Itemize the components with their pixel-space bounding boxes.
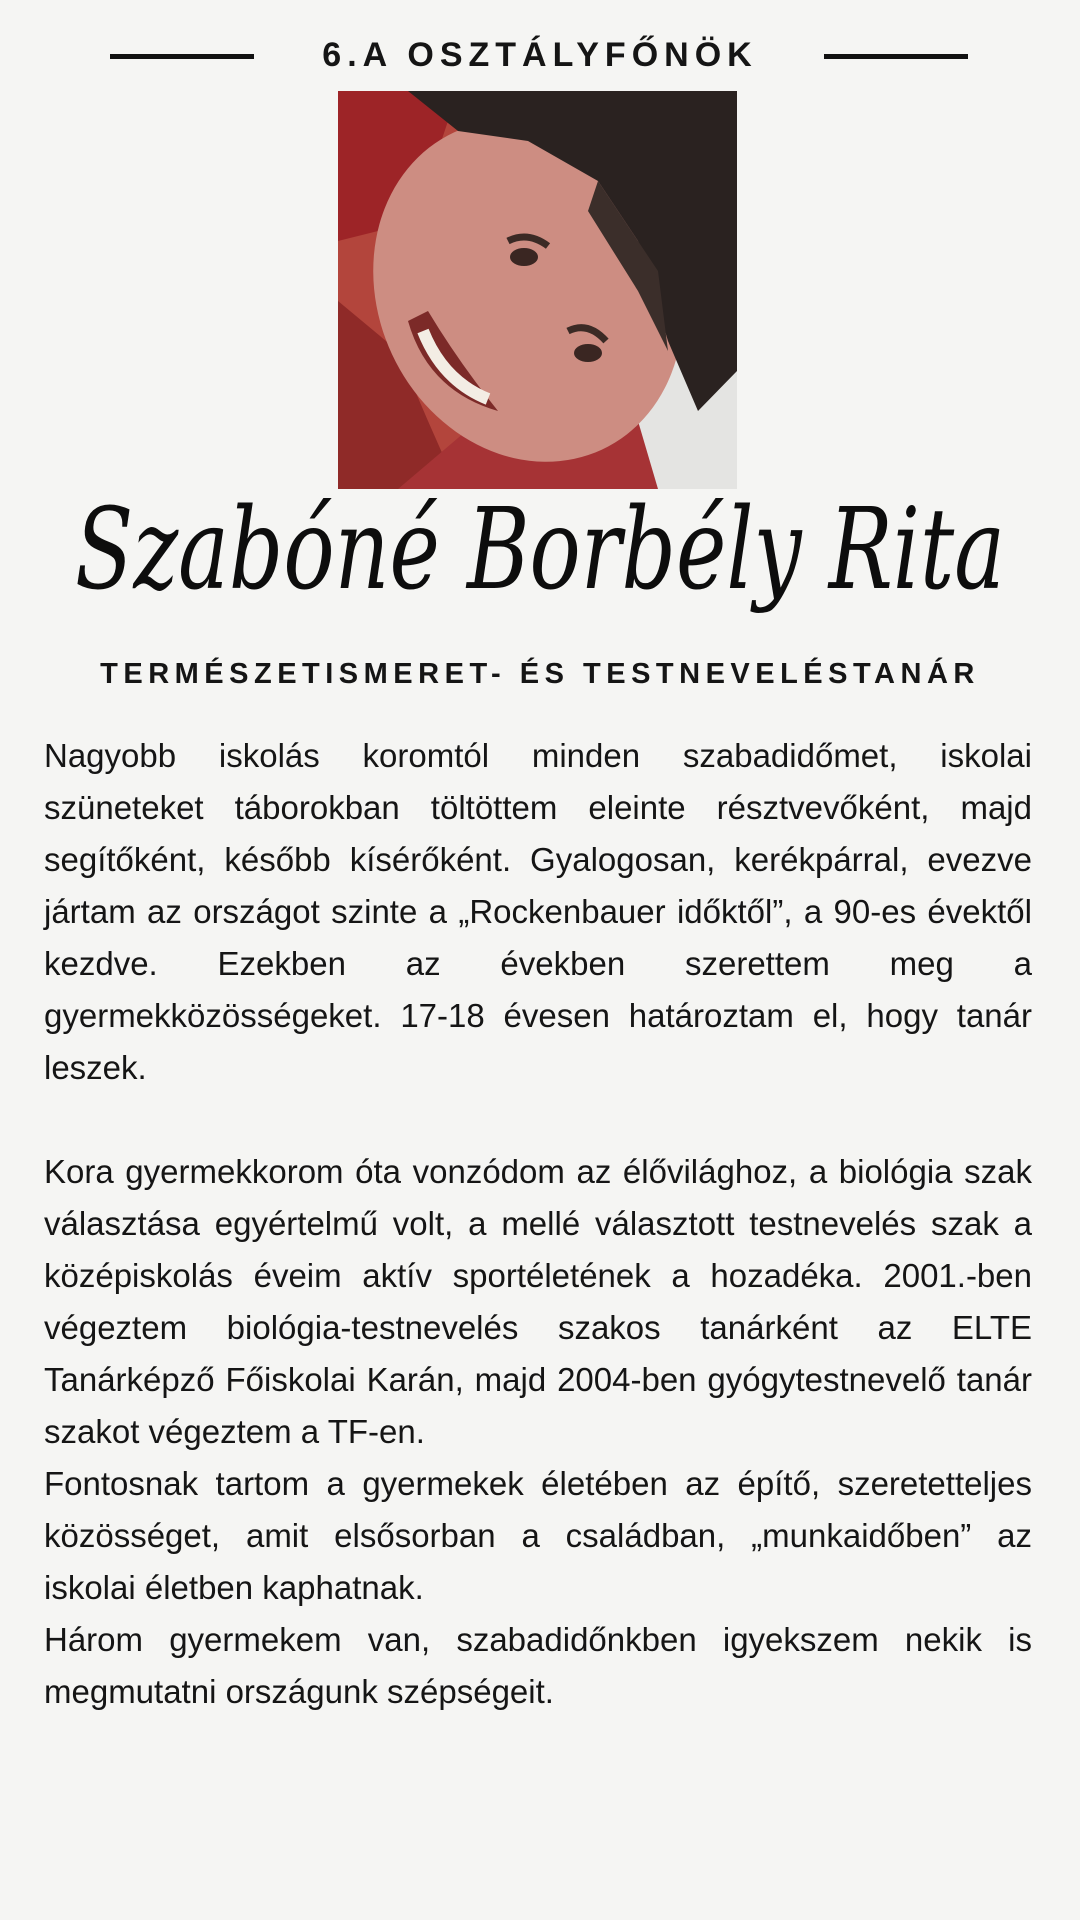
bio-paragraph: Fontosnak tartom a gyermekek életében az építő, szeretetteljes közösséget, amit elsősorban a családban, „munkaidőben” az iskolai életben kaphatnak. — [44, 1465, 1032, 1606]
header-rule-right — [824, 54, 968, 59]
bio-paragraph: Nagyobb iskolás koromtól minden szabadidőmet, iskolai szüneteket táborokban töltöttem eleinte résztvevőként, majd segítőként, később kísérőként. Gyalogosan, kerékpárral, evezve jártam az országot szinte a „Rockenbauer időktől”, a 90-es évektől kezdve. Ezekben az években szerettem meg a gyermekközösségeket. 17-18 évesen határoztam el, hogy tanár leszek. — [44, 737, 1032, 1086]
teacher-name: Szabóné Borbély Rita — [75, 485, 1005, 615]
page-title: 6.A OSZTÁLYFŐNÖK — [322, 36, 758, 74]
biography-text — [44, 730, 1032, 1718]
bio-paragraph: Kora gyermekkorom óta vonzódom az élővilághoz, a biológia szak választása egyértelmű volt, a mellé választott testnevelés szak a középiskolás éveim aktív sportéletének a hozadéka. 2001.-ben végeztem biológia-testnevelés szakos tanárként az ELTE Tanárképző Főiskolai Karán, majd 2004-ben gyógytestnevelő tanár szakot végeztem a TF-en. — [44, 1153, 1032, 1450]
bio-paragraph: Három gyermekem van, szabadidőnkben igyekszem nekik is megmutatni országunk szépségeit. — [44, 1621, 1032, 1710]
teacher-role: TERMÉSZETISMERET- ÉS TESTNEVELÉSTANÁR — [100, 658, 980, 690]
teacher-portrait-photo — [338, 91, 737, 489]
header — [0, 30, 1080, 80]
teacher-name-signature — [0, 470, 1080, 640]
